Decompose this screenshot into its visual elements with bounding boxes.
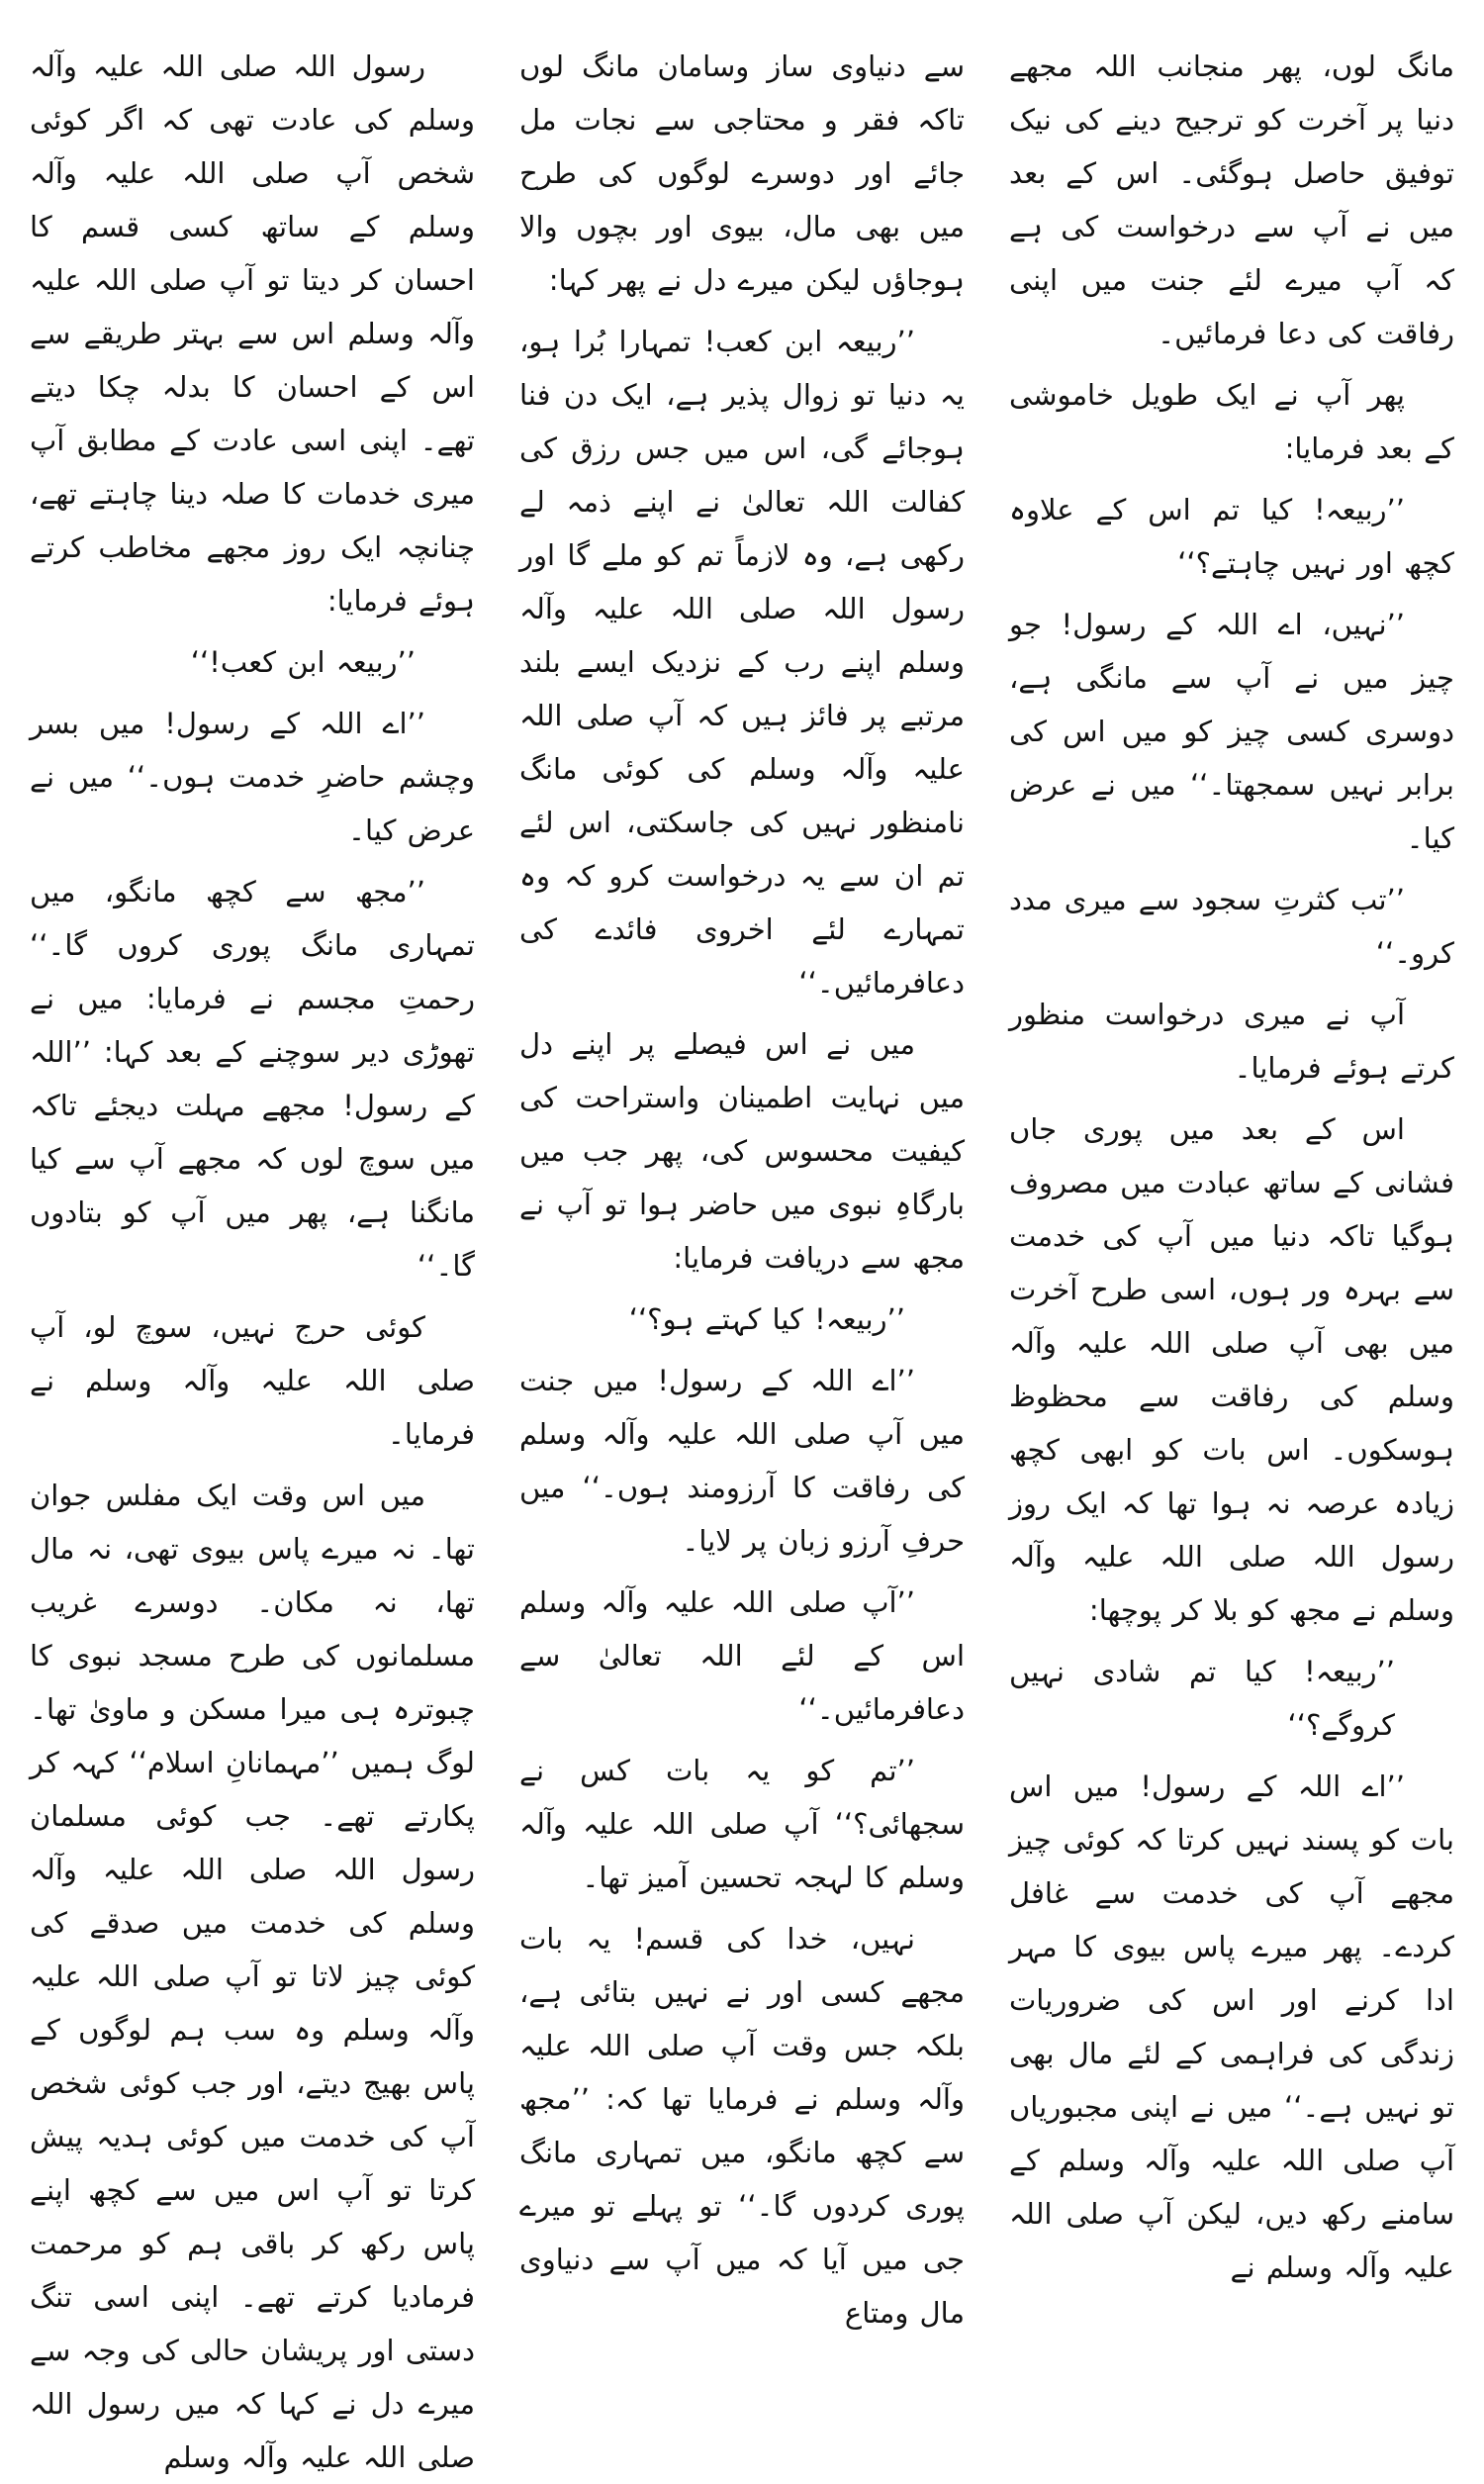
article-page [30, 40, 1454, 2474]
body-paragraph: رسول اللہ صلی اللہ علیہ وآلہ وسلم کی عادت تھی کہ اگر کوئی شخص آپ صلی اللہ علیہ وآلہ وسلم کے ساتھ کسی قسم کا احسان کر دیتا تو آپ صلی اللہ علیہ وآلہ وسلم اس سے بہتر طریقے سے اس کے احسان کا بدلہ چکا دیتے تھے۔ اپنی اسی عادت کے مطابق آپ میری خدمات کا صلہ دینا چاہتے تھے، چنانچہ ایک روز مجھے مخاطب کرتے ہوئے فرمایا: [30, 49, 475, 618]
body-paragraph: کوئی حرج نہیں، سوچ لو، آپ صلی اللہ علیہ وآلہ وسلم نے فرمایا۔ [30, 1310, 475, 1451]
body-paragraph: ’’اے اللہ کے رسول! میں اس بات کو پسند نہیں کرتا کہ کوئی چیز مجھے آپ کی خدمت سے غافل کردے۔ پھر میرے پاس بیوی کا مہر ادا کرنے اور اس کی ضروریات زندگی کی فراہمی کے لئے مال بھی تو نہیں ہے۔‘‘ میں نے اپنی مجبوریاں آپ صلی اللہ علیہ وآلہ وسلم کے سامنے رکھ دیں، لیکن آپ صلی اللہ علیہ وآلہ وسلم نے [1009, 1769, 1454, 2284]
column-right [30, 40, 475, 2474]
body-paragraph: سے دنیاوی ساز وسامان مانگ لوں تاکہ فقر و محتاجی سے نجات مل جائے اور دوسرے لوگوں کی طرح میں بھی مال، بیوی اور بچوں والا ہوجاؤں لیکن میرے دل نے پھر کہا: [519, 49, 965, 297]
quote-paragraph: ’’ربیعہ! کیا تم شادی نہیں کروگے؟‘‘ [1009, 1655, 1395, 1742]
body-paragraph: مانگ لوں، پھر منجانب اللہ مجھے دنیا پر آخرت کو ترجیح دینے کی نیک توفیق حاصل ہوگئی۔ اس کے بعد میں نے آپ سے درخواست کی ہے کہ آپ میرے لئے جنت میں اپنی رفاقت کی دعا فرمائیں۔ [1009, 49, 1454, 350]
column-middle [519, 40, 965, 2330]
body-paragraph: نہیں، خدا کی قسم! یہ بات مجھے کسی اور نے نہیں بتائی ہے، بلکہ جس وقت آپ صلی اللہ علیہ وآلہ وسلم نے فرمایا تھا کہ: ’’مجھ سے کچھ مانگو، میں تمہاری مانگ پوری کردوں گا۔‘‘ تو پہلے تو میرے جی میں آیا کہ میں آپ سے دنیاوی مال ومتاع [519, 1922, 965, 2330]
body-paragraph: میں اس وقت ایک مفلس جوان تھا۔ نہ میرے پاس بیوی تھی، نہ مال تھا، نہ مکان۔ دوسرے غریب مسلمانوں کی طرح مسجد نبوی کا چبوترہ ہی میرا مسکن و ماویٰ تھا۔ لوگ ہمیں ’’مہمانانِ اسلام‘‘ کہہ کر پکارتے تھے۔ جب کوئی مسلمان رسول اللہ صلی اللہ علیہ وآلہ وسلم کی خدمت میں صدقے کی کوئی چیز لاتا تو آپ صلی اللہ علیہ وآلہ وسلم وہ سب ہم لوگوں کے پاس بھیج دیتے، اور جب کوئی شخص آپ کی خدمت میں کوئی ہدیہ پیش کرتا تو آپ اس میں سے کچھ اپنے پاس رکھ کر باقی ہم کو مرحمت فرمادیا کرتے تھے۔ اپنی اسی تنگ دستی اور پریشان حالی کی وجہ سے میرے دل نے کہا کہ میں رسول اللہ صلی اللہ علیہ وآلہ وسلم [30, 1479, 475, 2474]
body-paragraph: ’’اے اللہ کے رسول! میں جنت میں آپ صلی اللہ علیہ وآلہ وسلم کی رفاقت کا آرزومند ہوں۔‘‘ میں حرفِ آرزو زبان پر لایا۔ [519, 1364, 965, 1558]
body-paragraph: ’’تب کثرتِ سجود سے میری مدد کرو۔‘‘ [1009, 883, 1454, 970]
body-paragraph: ’’مجھ سے کچھ مانگو، میں تمہاری مانگ پوری کروں گا۔‘‘ رحمتِ مجسم نے فرمایا: میں نے تھوڑی دیر سوچنے کے بعد کہا: ’’اللہ کے رسول! مجھے مہلت دیجئے تاکہ میں سوچ لوں کہ مجھے آپ سے کیا مانگنا ہے، پھر میں آپ کو بتادوں گا۔‘‘ [30, 875, 475, 1283]
body-paragraph: ’’اے اللہ کے رسول! میں بسر وچشم حاضرِ خدمت ہوں۔‘‘ میں نے عرض کیا۔ [30, 707, 475, 847]
body-paragraph: ’’ربیعہ ابن کعب! تمہارا بُرا ہو، یہ دنیا تو زوال پذیر ہے، ایک دن فنا ہوجائے گی، اس میں جس رزق کی کفالت اللہ تعالیٰ نے اپنے ذمہ لے رکھی ہے، وہ لازماً تم کو ملے گا اور رسول اللہ صلی اللہ علیہ وآلہ وسلم اپنے رب کے نزدیک ایسے بلند مرتبے پر فائز ہیں کہ آپ صلی اللہ علیہ وآلہ وسلم کی کوئی مانگ نامنظور نہیں کی جاسکتی، اس لئے تم ان سے یہ درخواست کرو کہ وہ تمہارے لئے اخروی فائدے کی دعافرمائیں۔‘‘ [519, 325, 965, 1000]
body-paragraph: ’’نہیں، اے اللہ کے رسول! جو چیز میں نے آپ سے مانگی ہے، دوسری کسی چیز کو میں اس کی برابر نہیں سمجھتا۔‘‘ میں نے عرض کیا۔ [1009, 608, 1454, 855]
quote-paragraph: ’’ربیعہ! کیا کہتے ہو؟‘‘ [628, 1302, 905, 1336]
quote-paragraph: ’’ربیعہ ابن کعب!‘‘ [190, 645, 416, 679]
body-paragraph: آپ نے میری درخواست منظور کرتے ہوئے فرمایا۔ [1009, 998, 1454, 1085]
body-paragraph: پھر آپ نے ایک طویل خاموشی کے بعد فرمایا: [1009, 378, 1454, 465]
body-paragraph: اس کے بعد میں پوری جاں فشانی کے ساتھ عبادت میں مصروف ہوگیا تاکہ دنیا میں آپ کی خدمت سے بہرہ ور ہوں، اسی طرح آخرت میں بھی آپ صلی اللہ علیہ وآلہ وسلم کی رفاقت سے محظوظ ہوسکوں۔ اس بات کو ابھی کچھ زیادہ عرصہ نہ ہوا تھا کہ ایک روز رسول اللہ صلی اللہ علیہ وآلہ وسلم نے مجھ کو بلا کر پوچھا: [1009, 1112, 1454, 1627]
body-paragraph: ’’تم کو یہ بات کس نے سجھائی؟‘‘ آپ صلی اللہ علیہ وآلہ وسلم کا لہجہ تحسین آمیز تھا۔ [519, 1754, 965, 1894]
body-paragraph: ’’آپ صلی اللہ علیہ وآلہ وسلم اس کے لئے اللہ تعالیٰ سے دعافرمائیں۔‘‘ [519, 1585, 965, 1726]
body-paragraph: ’’ربیعہ! کیا تم اس کے علاوہ کچھ اور نہیں چاہتے؟‘‘ [1009, 493, 1454, 580]
column-left [1009, 40, 1454, 2284]
body-paragraph: میں نے اس فیصلے پر اپنے دل میں نہایت اطمینان واستراحت کی کیفیت محسوس کی، پھر جب میں بارگاہِ نبوی میں حاضر ہوا تو آپ نے مجھ سے دریافت فرمایا: [519, 1027, 965, 1275]
